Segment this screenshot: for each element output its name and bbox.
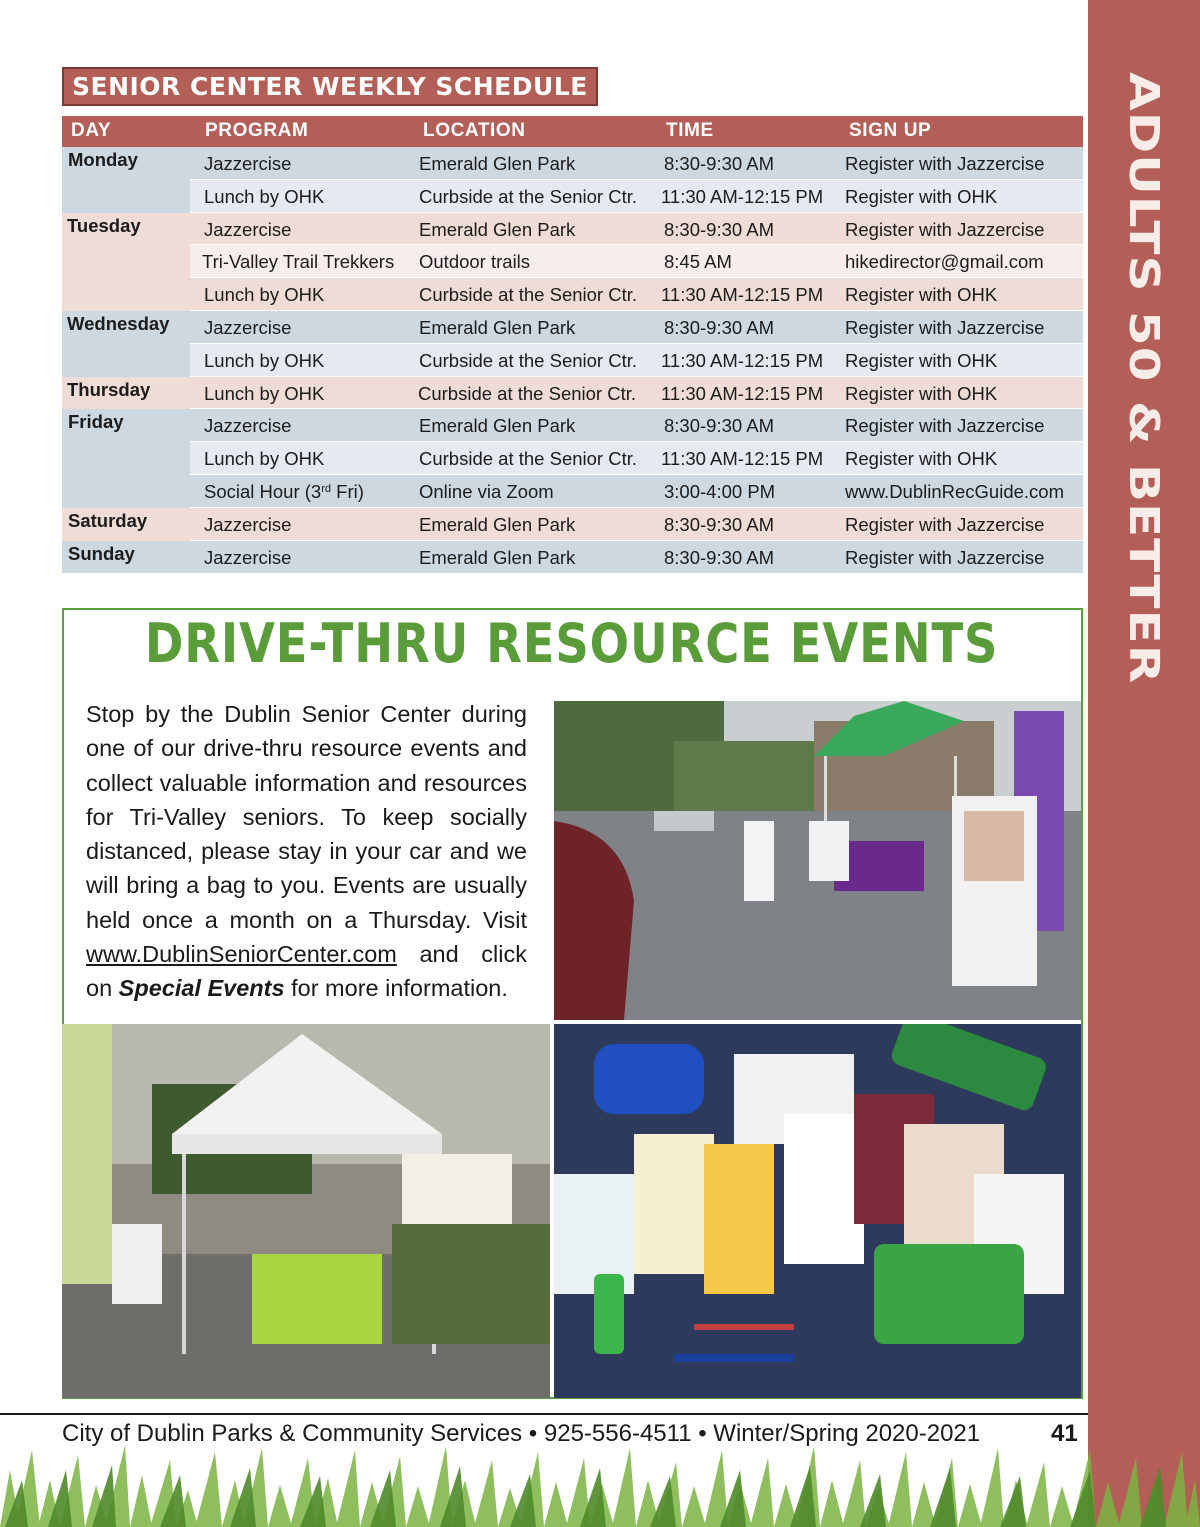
signup-cell: Register with Jazzercise [845, 153, 1045, 174]
table-row [62, 278, 1083, 311]
location-cell: Outdoor trails [419, 251, 531, 273]
signup-cell: Register with OHK [845, 349, 998, 371]
column-header-day: DAY [71, 120, 112, 141]
program-cell: Jazzercise [204, 218, 292, 240]
column-header-program: PROGRAM [205, 120, 309, 141]
time-cell: 11:30 AM-12:15 PM [661, 448, 824, 470]
location-cell: Emerald Glen Park [419, 513, 576, 535]
time-cell: 11:30 AM-12:15 PM [661, 382, 824, 404]
location-cell: Curbside at the Senior Ctr. [418, 382, 636, 404]
day-label: Friday [68, 411, 124, 433]
photo-resource-items [554, 1024, 1081, 1398]
signup-cell: Register with Jazzercise [845, 415, 1045, 437]
table-row [62, 180, 1083, 213]
time-cell: 8:30-9:30 AM [664, 316, 775, 338]
signup-cell: Register with OHK [845, 284, 998, 306]
program-cell: Jazzercise [204, 415, 292, 437]
day-label: Tuesday [67, 214, 141, 236]
program-text-end: Fri) [331, 480, 364, 502]
program-cell: Lunch by OHK [204, 448, 325, 470]
table-row [62, 409, 1083, 442]
column-header-signup: SIGN UP [849, 120, 932, 141]
column-header-time: TIME [666, 120, 714, 141]
special-events-emphasis: Special Events [118, 975, 285, 1002]
schedule-table [62, 116, 1083, 573]
program-cell: Tri-Valley Trail Trekkers [202, 251, 395, 273]
signup-cell: Register with OHK [845, 448, 998, 470]
section-title: ADULTS 50 & BETTER [1120, 72, 1168, 685]
signup-cell: Register with Jazzercise [845, 218, 1045, 240]
time-cell: 8:30-9:30 AM [664, 513, 775, 535]
schedule-heading: SENIOR CENTER WEEKLY SCHEDULE [62, 67, 598, 106]
grass-decoration [0, 1440, 1200, 1527]
table-row [62, 245, 1083, 278]
program-cell [204, 481, 364, 503]
table-row [62, 442, 1083, 475]
location-cell: Emerald Glen Park [419, 546, 576, 568]
signup-cell: Register with OHK [845, 382, 998, 404]
events-title: DRIVE-THRU RESOURCE EVENTS [144, 612, 999, 675]
table-row [62, 213, 1083, 246]
page-number: 41 [1051, 1420, 1078, 1447]
location-cell: Emerald Glen Park [419, 316, 576, 338]
table-row [62, 508, 1083, 541]
location-cell: Emerald Glen Park [419, 415, 576, 437]
program-cell: Lunch by OHK [204, 185, 325, 207]
location-cell: Curbside at the Senior Ctr. [419, 349, 637, 371]
events-description [86, 697, 527, 1006]
time-cell: 8:30-9:30 AM [664, 546, 775, 568]
program-cell: Jazzercise [204, 546, 292, 568]
time-cell: 11:30 AM-12:15 PM [661, 284, 824, 306]
location-cell: Emerald Glen Park [419, 218, 576, 240]
day-label: Monday [68, 149, 138, 170]
events-text-mid: and click on [86, 941, 527, 1002]
program-cell: Jazzercise [204, 153, 292, 174]
table-row [62, 377, 1083, 410]
footer-divider [0, 1413, 1088, 1415]
time-cell: 3:00-4:00 PM [664, 480, 776, 502]
program-text: Social Hour (3 [204, 480, 322, 502]
signup-cell: www.DublinRecGuide.com [845, 480, 1065, 502]
photo-parking-lot-event [554, 701, 1081, 1020]
signup-cell: Register with OHK [845, 185, 998, 207]
time-cell: 8:30-9:30 AM [664, 415, 775, 437]
day-label: Wednesday [67, 312, 170, 334]
events-text-end: for more information. [284, 975, 508, 1002]
program-cell: Lunch by OHK [204, 349, 325, 371]
column-header-location: LOCATION [423, 120, 526, 141]
program-cell: Jazzercise [204, 513, 292, 535]
signup-cell: Register with Jazzercise [845, 316, 1045, 338]
table-row [62, 147, 1083, 180]
events-text-intro: Stop by the Dublin Senior Center during one of our drive-thru resource events and collect valuable information and resources for Tri-Valley seniors. To keep socially distanced, please stay in your car and we will bring a bag to you. Events are usually held once a month on a Thursday. Visit [86, 701, 527, 933]
program-cell: Jazzercise [204, 316, 292, 338]
photo-tent-table [62, 1024, 550, 1398]
program-cell: Lunch by OHK [204, 382, 325, 404]
time-cell: 8:30-9:30 AM [664, 218, 775, 240]
time-cell: 11:30 AM-12:15 PM [661, 185, 824, 207]
time-cell: 8:30-9:30 AM [664, 153, 775, 174]
day-label: Thursday [67, 378, 151, 400]
day-label: Sunday [68, 542, 135, 564]
ordinal-suffix: rd [321, 482, 331, 495]
location-cell: Emerald Glen Park [419, 153, 576, 174]
day-label: Saturday [68, 509, 148, 531]
time-cell: 8:45 AM [664, 251, 732, 273]
table-row [62, 475, 1083, 508]
location-cell: Curbside at the Senior Ctr. [419, 448, 637, 470]
footer-text: City of Dublin Parks & Community Services • 925-556-4511 • Winter/Spring 2020-2021 [62, 1420, 981, 1447]
table-row [62, 311, 1083, 344]
program-cell: Lunch by OHK [204, 284, 325, 306]
location-cell: Curbside at the Senior Ctr. [419, 284, 637, 306]
signup-cell: hikedirector@gmail.com [845, 251, 1044, 273]
location-cell: Curbside at the Senior Ctr. [419, 185, 637, 207]
senior-center-link[interactable]: www.DublinSeniorCenter.com [86, 941, 397, 968]
table-header [62, 116, 1083, 147]
table-row [62, 344, 1083, 377]
time-cell: 11:30 AM-12:15 PM [661, 349, 824, 371]
table-row [62, 541, 1083, 574]
signup-cell: Register with Jazzercise [845, 546, 1045, 568]
location-cell: Online via Zoom [419, 480, 554, 502]
signup-cell: Register with Jazzercise [845, 513, 1045, 535]
